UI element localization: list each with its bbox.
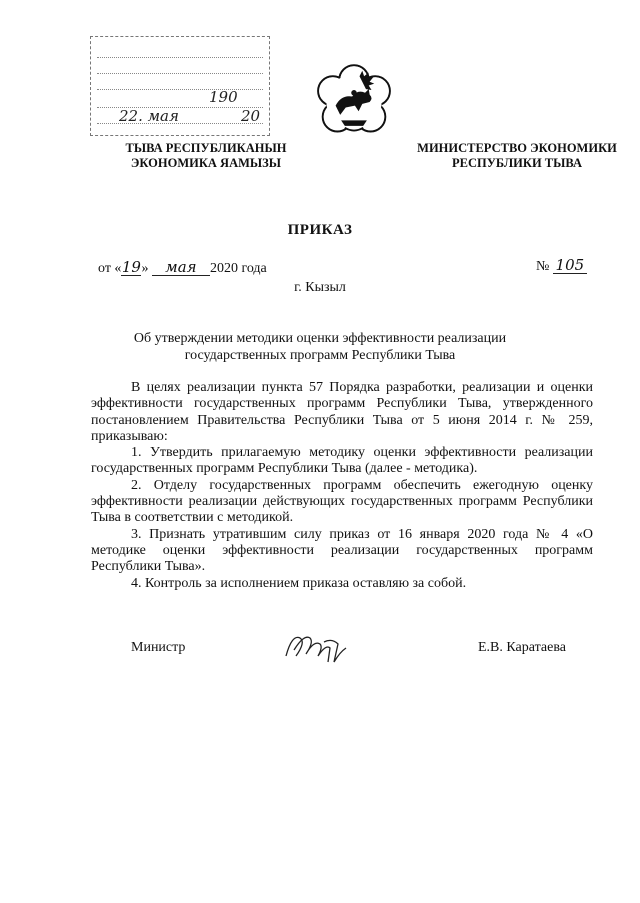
city: г. Кызыл bbox=[294, 280, 346, 295]
order-number: № 105 bbox=[536, 258, 587, 275]
signatory-position: Министр bbox=[131, 640, 186, 655]
order-body bbox=[91, 380, 593, 592]
coat-of-arms-emblem bbox=[308, 56, 400, 148]
order-date-month: мая bbox=[152, 260, 210, 276]
order-date-day: 19 bbox=[121, 258, 141, 276]
order-item-3: 3. Признать утратившим силу приказ от 16 января 2020 года № 4 «О методике оценки эффективности реализации государственных программ Республики Тыва». bbox=[91, 526, 593, 575]
order-date: от «19» мая 2020 года bbox=[98, 258, 267, 276]
order-item-4: 4. Контроль за исполнением приказа оставляю за собой. bbox=[131, 575, 467, 591]
order-item-2: 2. Отделу государственных программ обеспечить ежегодную оценку эффективности реализации действующих государственных программ Республики Тыва в соответствии с методикой. bbox=[91, 477, 593, 526]
order-item-1: 1. Утвердить прилагаемую методику оценки эффективности реализации государственных программ Республики Тыва (далее - методика). bbox=[91, 445, 593, 477]
registration-stamp bbox=[90, 36, 270, 136]
preamble: В целях реализации пункта 57 Порядка разработки, реализации и оценки эффективности государственных программ Республики Тыва, утвержденного постановлением Правительства Республики Тыва от 5 июня 2014 г. № 259, приказываю: bbox=[91, 380, 593, 444]
document-title: ПРИКАЗ bbox=[287, 222, 353, 238]
order-subject: Об утверждении методики оценки эффективности реализации государственных программ Республики Тыва bbox=[133, 331, 507, 363]
org-name-russian: МИНИСТЕРСТВО ЭКОНОМИКИ РЕСПУБЛИКИ ТЫВА bbox=[417, 141, 617, 170]
stamp-year: 20 bbox=[241, 107, 261, 125]
stamp-date: 22. мая bbox=[119, 107, 179, 125]
signatory-name: Е.В. Каратаева bbox=[478, 640, 566, 655]
org-name-tuvan: ТЫВА РЕСПУБЛИКАНЫН ЭКОНОМИКА ЯАМЫЗЫ bbox=[125, 141, 287, 170]
stamp-number: 190 bbox=[209, 88, 238, 106]
order-number-value: 105 bbox=[553, 258, 587, 274]
handwritten-signature bbox=[280, 626, 360, 666]
